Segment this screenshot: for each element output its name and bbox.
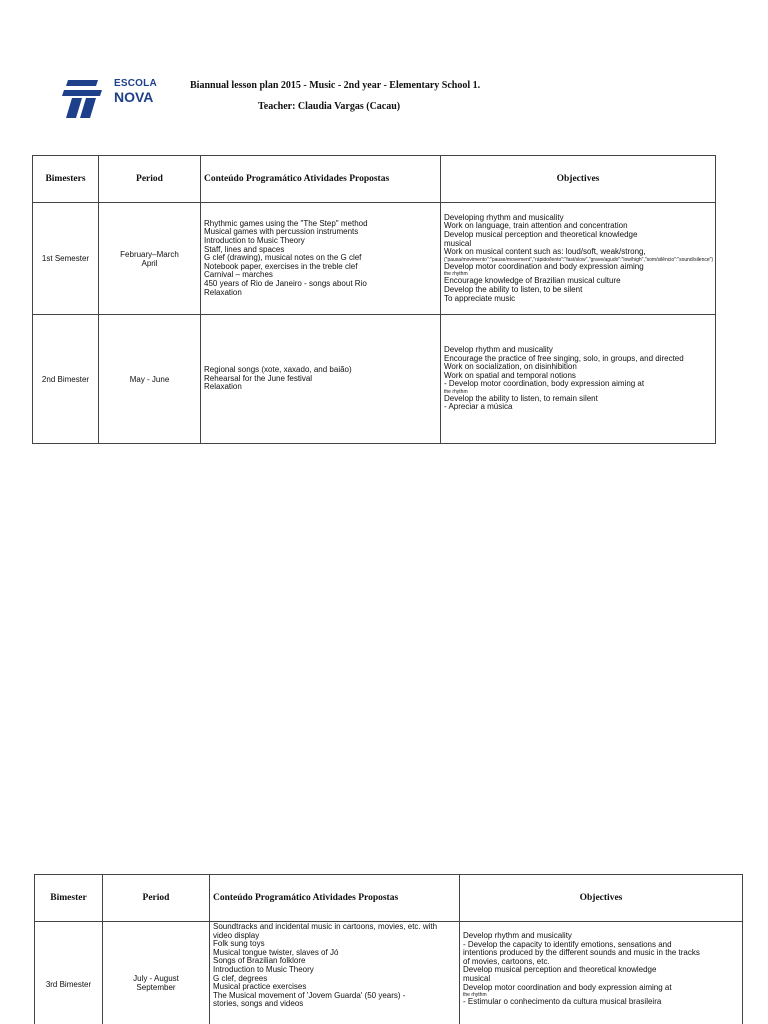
- objectives-cell: [441, 315, 716, 444]
- content-item: Introduction to Music Theory: [213, 964, 314, 974]
- objective-item: Encourage the practice of free singing, solo, in groups, and directed: [444, 353, 684, 363]
- objective-item: musical: [463, 973, 491, 983]
- objective-item: Develop motor coordination and body expression aiming at: [463, 982, 672, 992]
- objective-item: - Develop the capacity to identify emotions, sensations and: [463, 939, 672, 949]
- content-item: Staff, lines and spaces: [204, 244, 285, 254]
- table-row: [35, 922, 743, 1024]
- content-item: Musical games with percussion instruments: [204, 227, 359, 237]
- objectives-cell: [460, 922, 743, 1024]
- objective-item: the rhythm: [444, 388, 468, 395]
- objective-item: Work on musical content such as: loud/soft, weak/strong,: [444, 247, 646, 257]
- content-item: G clef (drawing), musical notes on the G clef: [204, 253, 362, 263]
- period-cell: [103, 922, 210, 1024]
- objective-item: Develop musical perception and theoretical knowledge: [463, 965, 657, 975]
- header-bimesters: Bimesters: [33, 156, 99, 203]
- content-item: Musical practice exercises: [213, 982, 307, 992]
- content-item: stories, songs and videos: [213, 999, 304, 1009]
- content-item: video display: [213, 930, 260, 940]
- bimester-cell: 1st Semester: [33, 203, 99, 315]
- escola-nova-logo: [62, 78, 172, 120]
- objective-item: the rhythm: [444, 271, 468, 278]
- content-item: The Musical movement of 'Jovem Guarda' (50 years) -: [213, 990, 406, 1000]
- content-item: Soundtracks and incidental music in cartoons, movies, etc. with: [213, 922, 438, 931]
- objective-item: Develop the ability to listen, to be silent: [444, 284, 583, 294]
- objectives-cell: [441, 203, 716, 315]
- lesson-plan-table-2: [34, 874, 743, 1024]
- content-item: 450 years of Rio de Janeiro - songs about Rio: [204, 278, 367, 288]
- objective-item: musical: [444, 238, 472, 248]
- header-period: Period: [103, 875, 210, 922]
- page-bottom-clip: [0, 874, 768, 1024]
- content-cell: [210, 922, 460, 1024]
- objective-item: Encourage knowledge of Brazilian musical culture: [444, 276, 621, 286]
- objective-item: of movies, cartoons, etc.: [463, 956, 550, 966]
- objective-item: intentions produced by the different sounds and music in the tracks: [463, 948, 700, 958]
- header-content: Conteúdo Programático Atividades Propostas: [210, 875, 460, 922]
- objective-item: Develop the ability to listen, to remain silent: [444, 393, 598, 403]
- content-item: Rhythmic games using the "The Step" method: [204, 218, 368, 228]
- objective-item: - Apreciar a música: [444, 402, 513, 412]
- objective-item: the rhythm: [463, 992, 487, 999]
- content-item: Relaxation: [204, 287, 242, 297]
- objective-item: Work on spatial and temporal notions: [444, 370, 576, 380]
- objective-item: Develop musical perception and theoretical knowledge: [444, 230, 638, 240]
- period-cell: [99, 203, 201, 315]
- header-objectives: Objectives: [441, 156, 716, 203]
- objective-item: Develop motor coordination and body expression aiming: [444, 261, 644, 271]
- content-item: Musical tongue twister, slaves of Jó: [213, 947, 339, 957]
- content-item: Regional songs (xote, xaxado, and baião): [204, 365, 352, 375]
- objective-item: Developing rhythm and musicality: [444, 212, 564, 222]
- objective-item: - Estimular o conhecimento da cultura musical brasileira: [463, 997, 662, 1007]
- content-item: Songs of Brazilian folklore: [213, 956, 306, 966]
- content-cell: [201, 315, 441, 444]
- document-title: Biannual lesson plan 2015 - Music - 2nd year - Elementary School 1.: [190, 80, 481, 91]
- header-content: Conteúdo Programático Atividades Propostas: [201, 156, 441, 203]
- content-item: Introduction to Music Theory: [204, 236, 305, 246]
- lesson-plan-table-1: [32, 155, 716, 444]
- table-row: [33, 203, 716, 315]
- content-item: Folk sung toys: [213, 939, 265, 949]
- content-item: G clef, degrees: [213, 973, 268, 983]
- period-line: September: [136, 983, 176, 992]
- header-bimester: Bimester: [35, 875, 103, 922]
- content-item: Notebook paper, exercises in the treble clef: [204, 261, 358, 271]
- period-line: May - June: [129, 374, 170, 384]
- objective-item: - Develop motor coordination, body expression aiming at: [444, 379, 645, 389]
- period-cell: [99, 315, 201, 444]
- period-line: April: [141, 258, 158, 268]
- content-item: Rehearsal for the June festival: [204, 373, 313, 383]
- logo-text-bottom: NOVA: [114, 89, 154, 105]
- objective-item: Work on socialization, on disinhibition: [444, 362, 577, 372]
- period-line: February–March: [120, 249, 179, 259]
- header-period: Period: [99, 156, 201, 203]
- objective-item: Develop rhythm and musicality: [463, 931, 572, 940]
- bimester-cell: 2nd Bimester: [33, 315, 99, 444]
- table-header-row: [35, 875, 743, 922]
- table-row: [33, 315, 716, 444]
- objective-item: Work on language, train attention and concentration: [444, 221, 628, 231]
- content-cell: [201, 203, 441, 315]
- content-item: Relaxation: [204, 382, 242, 392]
- objective-item: Develop rhythm and musicality: [444, 344, 553, 354]
- objective-item: ("pausa/movimento":"pause/movement","rápido/lento":"fast/slow","grave/agudo":"low/high","som/silêncio":"sound/silence"): [444, 256, 714, 263]
- period-line: July - August: [133, 974, 179, 983]
- table-header-row: [33, 156, 716, 203]
- header-objectives: Objectives: [460, 875, 743, 922]
- teacher-name: Teacher: Claudia Vargas (Cacau): [258, 101, 401, 112]
- content-item: Carnival – marches: [204, 270, 273, 280]
- logo-text-top: ESCOLA: [114, 78, 157, 89]
- bimester-cell: 3rd Bimester: [35, 922, 103, 1024]
- objective-item: To appreciate music: [444, 293, 516, 303]
